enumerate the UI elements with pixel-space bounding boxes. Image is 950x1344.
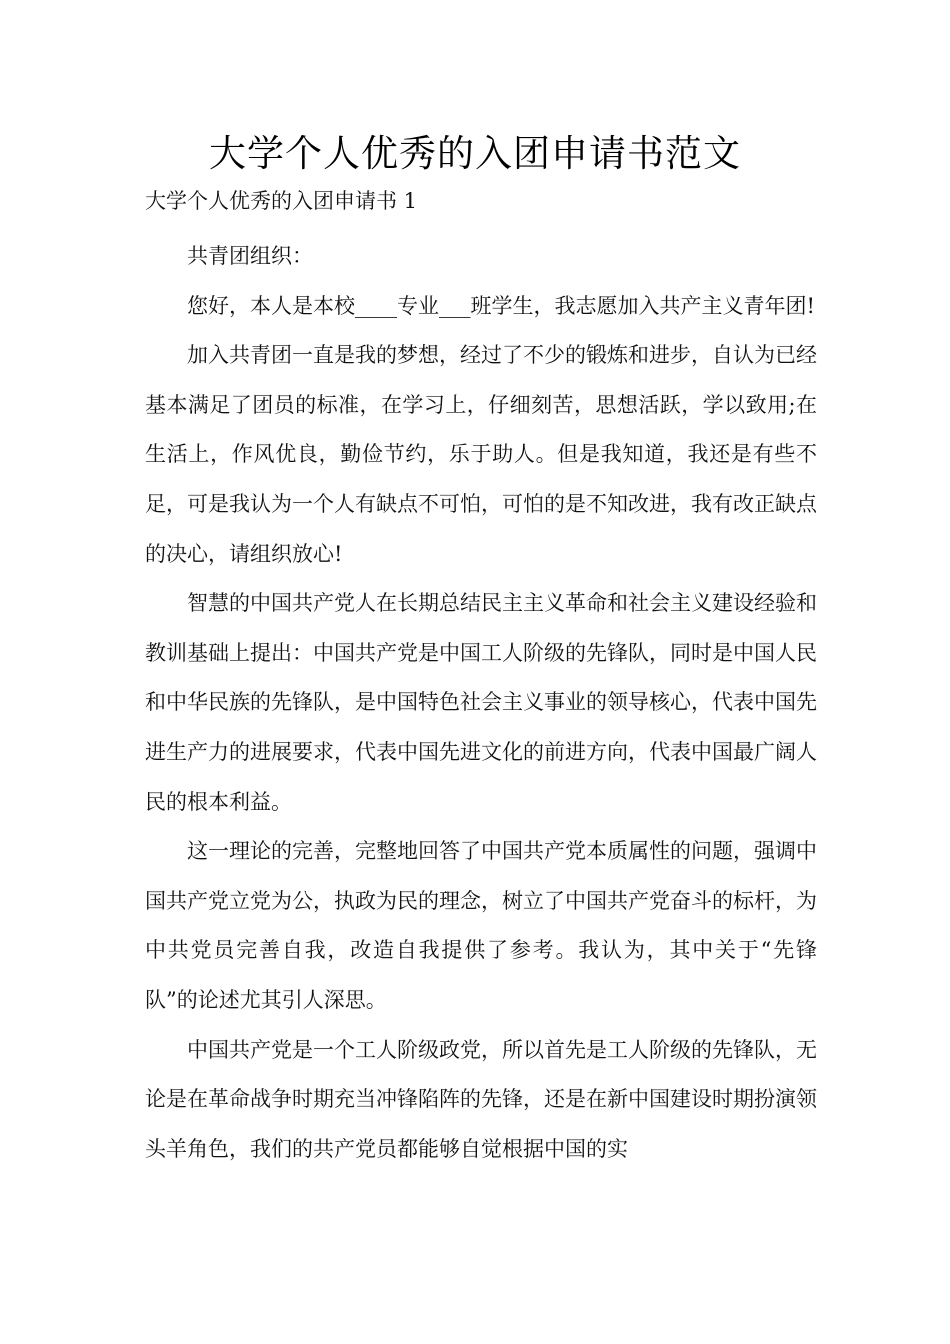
body-paragraph: 加入共青团一直是我的梦想，经过了不少的锻炼和进步，自认为已经基本满足了团员的标准，在学习上，仔细刻苦，思想活跃，学以致用;在生活上，作风优良，勤俭节约，乐于助人。但是我知道，我还是有些不足，可是我认为一个人有缺点不可怕，可怕的是不知改进，我有改正缺点的决心，请组织放心! [145,343,817,566]
salutation-paragraph: 共青团组织： [187,244,313,268]
body-paragraph: 中国共产党是一个工人阶级政党，所以首先是工人阶级的先锋队，无论是在革命战争时期充当冲锋陷阵的先锋，还是在新中国建设时期扮演领头羊角色，我们的共产党员都能够自觉根据中国的实 [145,1037,817,1161]
document-body [145,232,817,1174]
greeting-paragraph: 您好，本人是本校____专业___班学生，我志愿加入共产主义青年团! [187,293,815,318]
body-paragraph: 这一理论的完善，完整地回答了中国共产党本质属性的问题，强调中国共产党立党为公，执政为民的理念，树立了中国共产党奋斗的标杆，为中共党员完善自我，改造自我提供了参考。我认为，其中关于“先锋队”的论述尤其引人深思。 [145,839,817,1012]
body-paragraph: 智慧的中国共产党人在长期总结民主主义革命和社会主义建设经验和教训基础上提出：中国共产党是中国工人阶级的先锋队，同时是中国人民和中华民族的先锋队，是中国特色社会主义事业的领导核心，代表中国先进生产力的进展要求，代表中国先进文化的前进方向，代表中国最广阔人民的根本利益。 [145,591,817,814]
document-title: 大学个人优秀的入团申请书范文 [209,132,741,175]
document-subtitle: 大学个人优秀的入团申请书 1 [145,189,418,213]
